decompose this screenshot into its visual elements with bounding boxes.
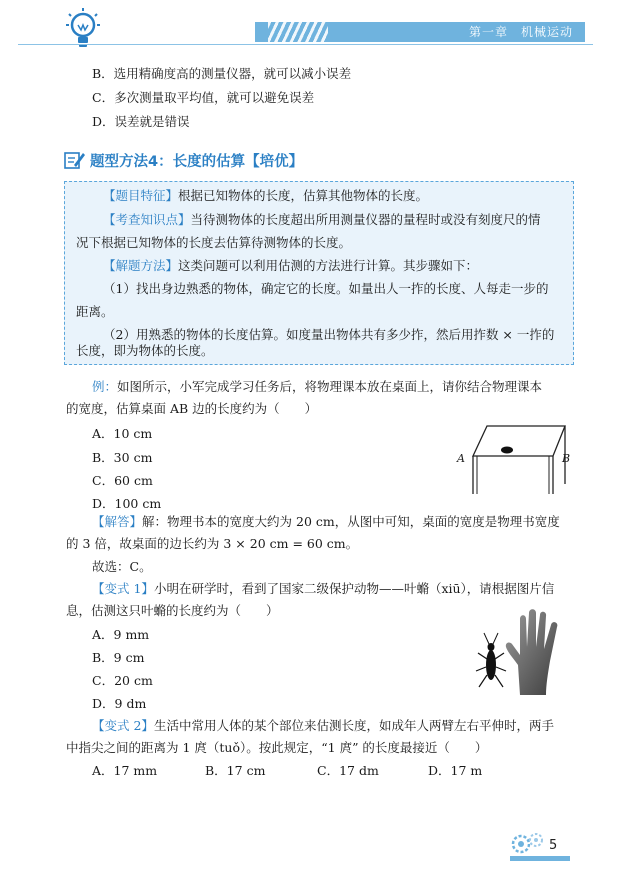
feature-text: 根据已知物体的长度，估算其他物体的长度。 (178, 188, 429, 203)
hand-insect-figure (470, 607, 580, 697)
example-option-a: A．10 cm (92, 426, 153, 441)
chapter-title: 第一章 机械运动 (468, 25, 573, 39)
knowledge-line2: 况下根据已知物体的长度去估算待测物体的长度。 (76, 235, 352, 250)
example-option-b: B．30 cm (92, 450, 153, 465)
example-option-d: D．100 cm (92, 496, 162, 511)
variant2-option-d: D．17 m (428, 763, 483, 778)
example-line2: 的宽度，估算桌面 AB 边的长度约为（ ） (66, 401, 318, 416)
variant1-tag: 【变式 1】 (92, 581, 154, 596)
step2-line1: （2）用熟悉的物体的长度估算。如度量出物体共有多少拃，然后用拃数 × 一拃的 (103, 327, 555, 342)
variant2-option-c: C．17 dm (317, 763, 379, 778)
answer-text: 解：物理书本的宽度大约为 20 cm，从图中可知，桌面的宽度是物理书宽度 (142, 514, 560, 529)
variant1-option-a: A．9 mm (92, 627, 150, 642)
variant1-option-d: D．9 dm (92, 696, 147, 711)
variant1-option-b: B．9 cm (92, 650, 145, 665)
header-rule (18, 44, 593, 45)
answer-tag: 【解答】 (92, 514, 143, 529)
step1-line2: 距离。 (76, 304, 114, 319)
section-tag: 【培优】 (245, 154, 304, 170)
approach-text: 这类问题可以利用估测的方法进行计算。其步骤如下： (178, 258, 479, 273)
step2-line2: 长度，即为物体的长度。 (76, 343, 214, 358)
variant1-line1 (92, 580, 554, 598)
variant2-option-a: A．17 mm (92, 763, 158, 778)
label-a: A (457, 452, 465, 465)
answer-line1 (92, 513, 560, 531)
answer-choice: 故选：C。 (92, 559, 152, 574)
variant1-option-c: C．20 cm (92, 673, 153, 688)
feature-line (103, 187, 428, 205)
pencil-note-icon (64, 150, 86, 170)
header-stripes (268, 22, 328, 42)
prev-option-c: C．多次测量取平均值，就可以避免误差 (92, 90, 315, 105)
section-title-text: 题型方法4：长度的估算 (90, 154, 246, 170)
variant2-line1 (92, 717, 554, 735)
approach-tag: 【解题方法】 (103, 258, 179, 273)
variant2-tag: 【变式 2】 (92, 718, 154, 733)
page-number: 5 (549, 838, 558, 853)
prev-option-d: D．误差就是错误 (92, 114, 190, 129)
step1-line1: （1）找出身边熟悉的物体，确定它的长度。如量出人一拃的长度、人每走一步的 (103, 281, 549, 296)
approach-line (103, 257, 478, 275)
feature-tag: 【题目特征】 (103, 188, 179, 203)
knowledge-line (103, 211, 541, 229)
knowledge-tag: 【考查知识点】 (103, 212, 191, 227)
footer-bar (510, 856, 570, 861)
variant1-text: 小明在研学时，看到了国家二级保护动物——叶䗛（xiū），请根据图片信 (153, 581, 555, 596)
gear-icon (510, 830, 546, 856)
example-text: 如图所示，小军完成学习任务后，将物理课本放在桌面上，请你结合物理课本 (117, 379, 543, 394)
example-option-c: C．60 cm (92, 473, 153, 488)
example-line1 (92, 378, 542, 396)
variant1-line2: 息，估测这只叶䗛的长度约为（ ） (66, 603, 279, 618)
variant2-option-b: B．17 cm (205, 763, 266, 778)
example-label: 例： (92, 379, 118, 394)
section-title (90, 150, 303, 171)
label-b: B (562, 452, 571, 465)
desk-figure (455, 418, 575, 498)
knowledge-text: 当待测物体的长度超出所用测量仪器的量程时或没有刻度尺的情 (190, 212, 541, 227)
variant2-text: 生活中常用人体的某个部位来估测长度，如成年人两臂左右平伸时，两手 (153, 718, 554, 733)
prev-option-b: B．选用精确度高的测量仪器，就可以减小误差 (92, 66, 352, 81)
answer-line2: 的 3 倍，故桌面的边长约为 3 × 20 cm = 60 cm。 (66, 536, 359, 551)
variant2-line2: 中指尖之间的距离为 1 庹（tuǒ）。按此规定，“1 庹” 的长度最接近（ ） (66, 740, 488, 755)
